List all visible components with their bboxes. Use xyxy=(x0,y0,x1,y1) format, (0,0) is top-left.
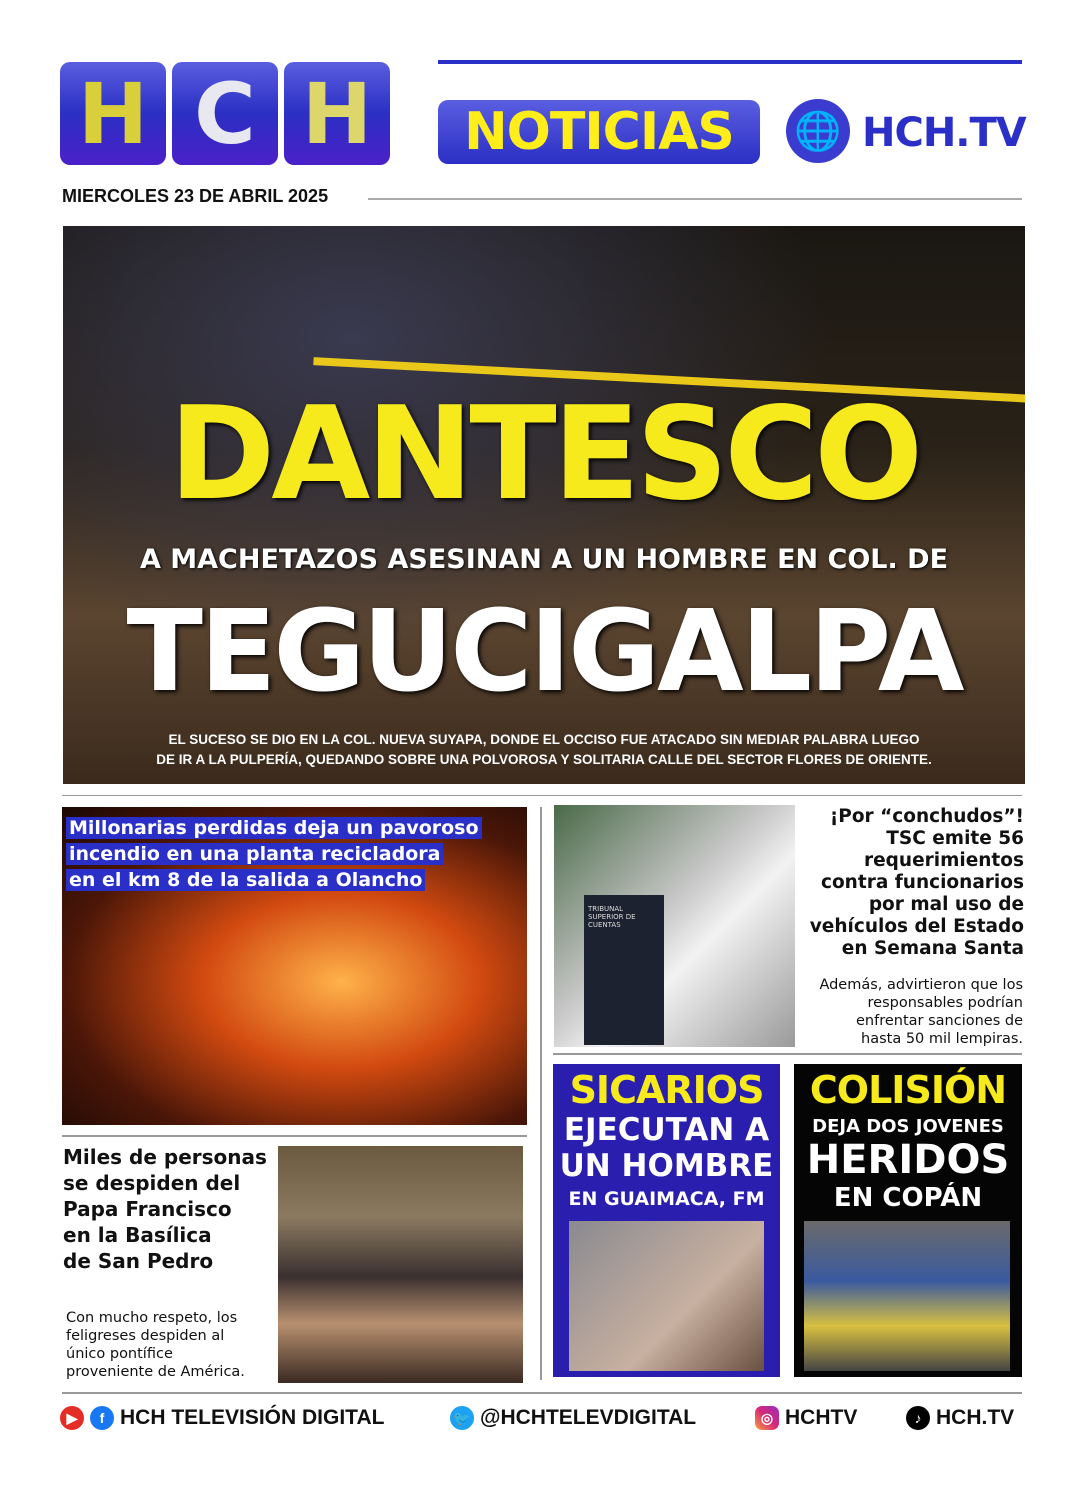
headline-line: ¡Por “conchudos”! xyxy=(829,806,1024,827)
headline-line: por mal uso de xyxy=(868,894,1024,915)
facebook-icon: f xyxy=(90,1406,114,1430)
papa-summary xyxy=(66,1309,245,1381)
website-label[interactable]: HCH.TV xyxy=(862,110,1026,156)
tsc-summary xyxy=(793,976,1023,1048)
youtube-icon: ▶ xyxy=(60,1406,84,1430)
footer-instagram[interactable] xyxy=(755,1406,857,1430)
twitter-icon: 🐦 xyxy=(450,1406,474,1430)
hero-headline: DANTESCO xyxy=(168,380,920,529)
colision-headline: COLISIÓN xyxy=(809,1068,1007,1112)
header-rule xyxy=(438,60,1022,64)
colision-line: EN COPÁN xyxy=(833,1183,983,1213)
fire-story[interactable] xyxy=(62,807,527,1125)
summary-line: único pontífice xyxy=(66,1346,173,1362)
collision-photo xyxy=(804,1221,1010,1371)
summary-line: Con mucho respeto, los xyxy=(66,1310,238,1326)
column-divider xyxy=(540,807,542,1380)
headline-line: Miles de personas xyxy=(63,1145,267,1169)
fire-headline-line: en el km 8 de la salida a Olancho xyxy=(66,869,425,891)
section-badge: NOTICIAS xyxy=(438,100,760,164)
summary-line: hasta 50 mil lempiras. xyxy=(861,1031,1023,1047)
hero-caption-line: EL SUCESO SE DIO EN LA COL. NUEVA SUYAPA, DONDE EL OCCISO FUE ATACADO SIN MEDIAR PALABRA LUEGO xyxy=(168,732,920,747)
issue-date: MIERCOLES 23 DE ABRIL 2025 xyxy=(62,186,329,206)
logo-letter-h: H xyxy=(60,62,166,165)
sicarios-line: UN HOMBRE xyxy=(559,1148,774,1184)
headline-line: de San Pedro xyxy=(63,1249,214,1273)
headline-line: se despiden del xyxy=(63,1171,241,1195)
summary-line: feligreses despiden al xyxy=(66,1328,225,1344)
divider xyxy=(62,795,1022,796)
instagram-icon: ◎ xyxy=(755,1406,779,1430)
summary-line: responsables podrían xyxy=(867,995,1023,1011)
summary-line: enfrentar sanciones de xyxy=(855,1013,1023,1029)
facebook-handle: HCH TELEVISIÓN DIGITAL xyxy=(120,1406,385,1429)
summary-line: proveniente de América. xyxy=(66,1364,245,1380)
fire-headline-line: Millonarias perdidas deja un pavoroso xyxy=(66,817,482,839)
headline-line: en Semana Santa xyxy=(841,938,1024,959)
hero-caption xyxy=(63,730,1025,770)
colision-line: HERIDOS xyxy=(806,1137,1010,1183)
tiktok-icon: ♪ xyxy=(906,1406,930,1430)
logo-letter-h2: H xyxy=(284,62,390,165)
globe-icon: 🌐 xyxy=(786,99,850,163)
victim-photo xyxy=(569,1221,764,1371)
sicarios-headline: SICARIOS xyxy=(569,1068,764,1112)
tiktok-handle: HCH.TV xyxy=(936,1406,1015,1429)
date-rule xyxy=(368,198,1022,200)
divider xyxy=(62,1135,527,1137)
headline-line: contra funcionarios xyxy=(821,872,1024,893)
hero-story[interactable] xyxy=(63,226,1025,784)
footer-twitter[interactable] xyxy=(450,1406,696,1430)
headline-line: Papa Francisco xyxy=(63,1197,232,1221)
tsc-headline[interactable] xyxy=(794,806,1024,960)
hero-subheadline: A MACHETAZOS ASESINAN A UN HOMBRE EN COL. DE xyxy=(139,544,949,575)
twitter-handle: @HCHTELEVDIGITAL xyxy=(480,1406,697,1429)
footer-tiktok[interactable] xyxy=(906,1406,1014,1430)
footer-facebook[interactable] xyxy=(60,1406,384,1430)
fire-headline-line: incendio en una planta recicladora xyxy=(66,843,443,865)
colision-line: DEJA DOS JOVENES xyxy=(812,1116,1004,1137)
headline-line: TSC emite 56 xyxy=(886,828,1024,849)
fire-headline xyxy=(66,815,482,893)
logo-letter-c: C xyxy=(172,62,278,165)
tsc-photo[interactable] xyxy=(554,805,795,1047)
hero-caption-line: DE IR A LA PULPERÍA, QUEDANDO SOBRE UNA POLVOROSA Y SOLITARIA CALLE DEL SECTOR FLORES DE ORIENTE. xyxy=(156,752,932,767)
headline-line: en la Basílica xyxy=(63,1223,212,1247)
divider xyxy=(553,1053,1022,1055)
summary-line: Además, advirtieron que los xyxy=(819,977,1023,993)
headline-line: vehículos del Estado xyxy=(809,916,1024,937)
headline-line: requerimientos xyxy=(864,850,1024,871)
sicarios-story[interactable] xyxy=(553,1064,780,1377)
instagram-handle: HCHTV xyxy=(785,1406,858,1429)
sicarios-line: EJECUTAN A xyxy=(563,1112,770,1148)
hero-headline-2: TEGUCIGALPA xyxy=(126,587,962,717)
papa-headline[interactable] xyxy=(63,1144,267,1274)
papa-photo[interactable] xyxy=(278,1146,523,1383)
tsc-vest-text: TRIBUNAL SUPERIOR DE CUENTAS xyxy=(584,895,664,1045)
footer-rule xyxy=(62,1392,1022,1394)
sicarios-line: EN GUAIMACA, FM xyxy=(568,1188,765,1210)
colision-story[interactable] xyxy=(794,1064,1022,1377)
